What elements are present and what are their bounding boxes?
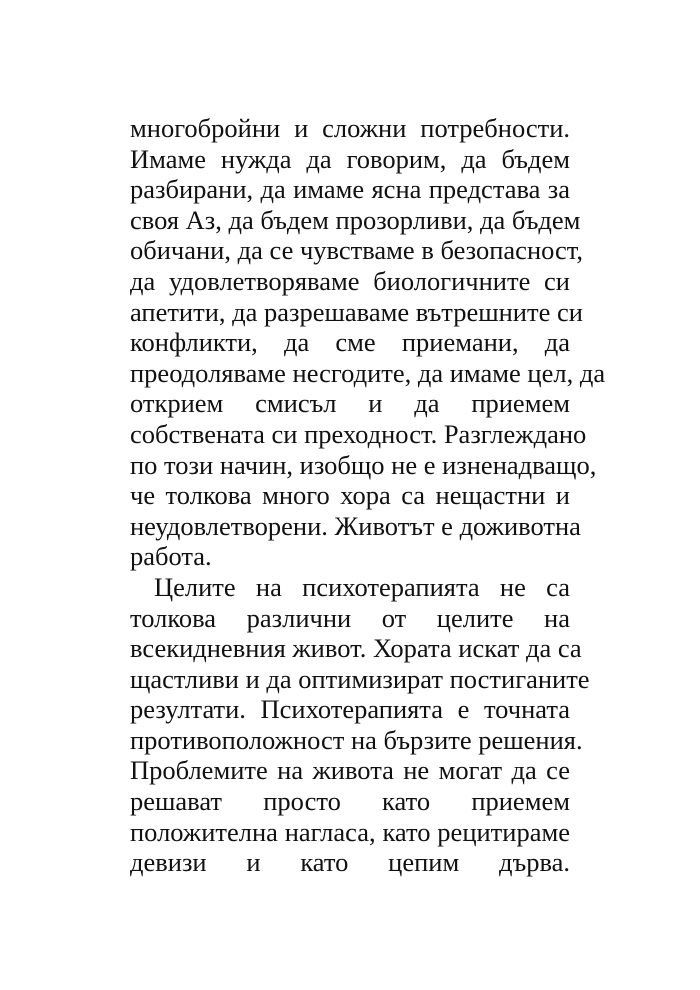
text-line: собствената си преходност. Разглеждано [130,418,587,449]
text-line: обичани, да се чувстваме в безопасност, [130,235,584,266]
text-line: решават просто като приемем [130,786,570,817]
text-line: Имаме нужда да говорим, да бъдем [130,143,570,174]
text-line: Целите на психотерапията не са [154,571,570,602]
text-line: Проблемите на живота не могат да се [130,755,570,786]
text-line: щастливи и да оптимизират постиганите [130,663,590,694]
text-line: конфликти, да сме приемани, да [130,327,570,358]
text-line: открием смисъл и да приемем [130,388,570,419]
text-line: работа. [130,541,212,572]
text-line: девизи и като цепим дърва. [130,847,570,878]
text-line: положителна нагласа, като рецитираме [130,816,570,847]
text-line: разбирани, да имаме ясна представа за [130,174,570,205]
text-line: многобройни и сложни потребности. [130,113,570,143]
text-line: противоположност на бързите решения. [130,724,583,755]
text-line: да удовлетворяваме биологичните си [130,265,570,296]
body-text [130,113,606,878]
text-line: преодоляваме несгодите, да имаме цел, да [130,357,606,388]
text-line: толкова различни от целите на [130,602,570,633]
text-line: неудовлетворени. Животът е доживотна [130,510,581,541]
text-line: по този начин, изобщо не е изненадващо, [130,449,597,480]
text-line: всекидневния живот. Хората искат да са [130,633,582,664]
text-line: резултати. Психотерапията е точната [130,694,570,725]
text-line: апетити, да разрешаваме вътрешните си [130,296,583,327]
text-line: своя Аз, да бъдем прозорливи, да бъдем [130,204,581,235]
text-line: че толкова много хора са нещастни и [130,480,570,511]
